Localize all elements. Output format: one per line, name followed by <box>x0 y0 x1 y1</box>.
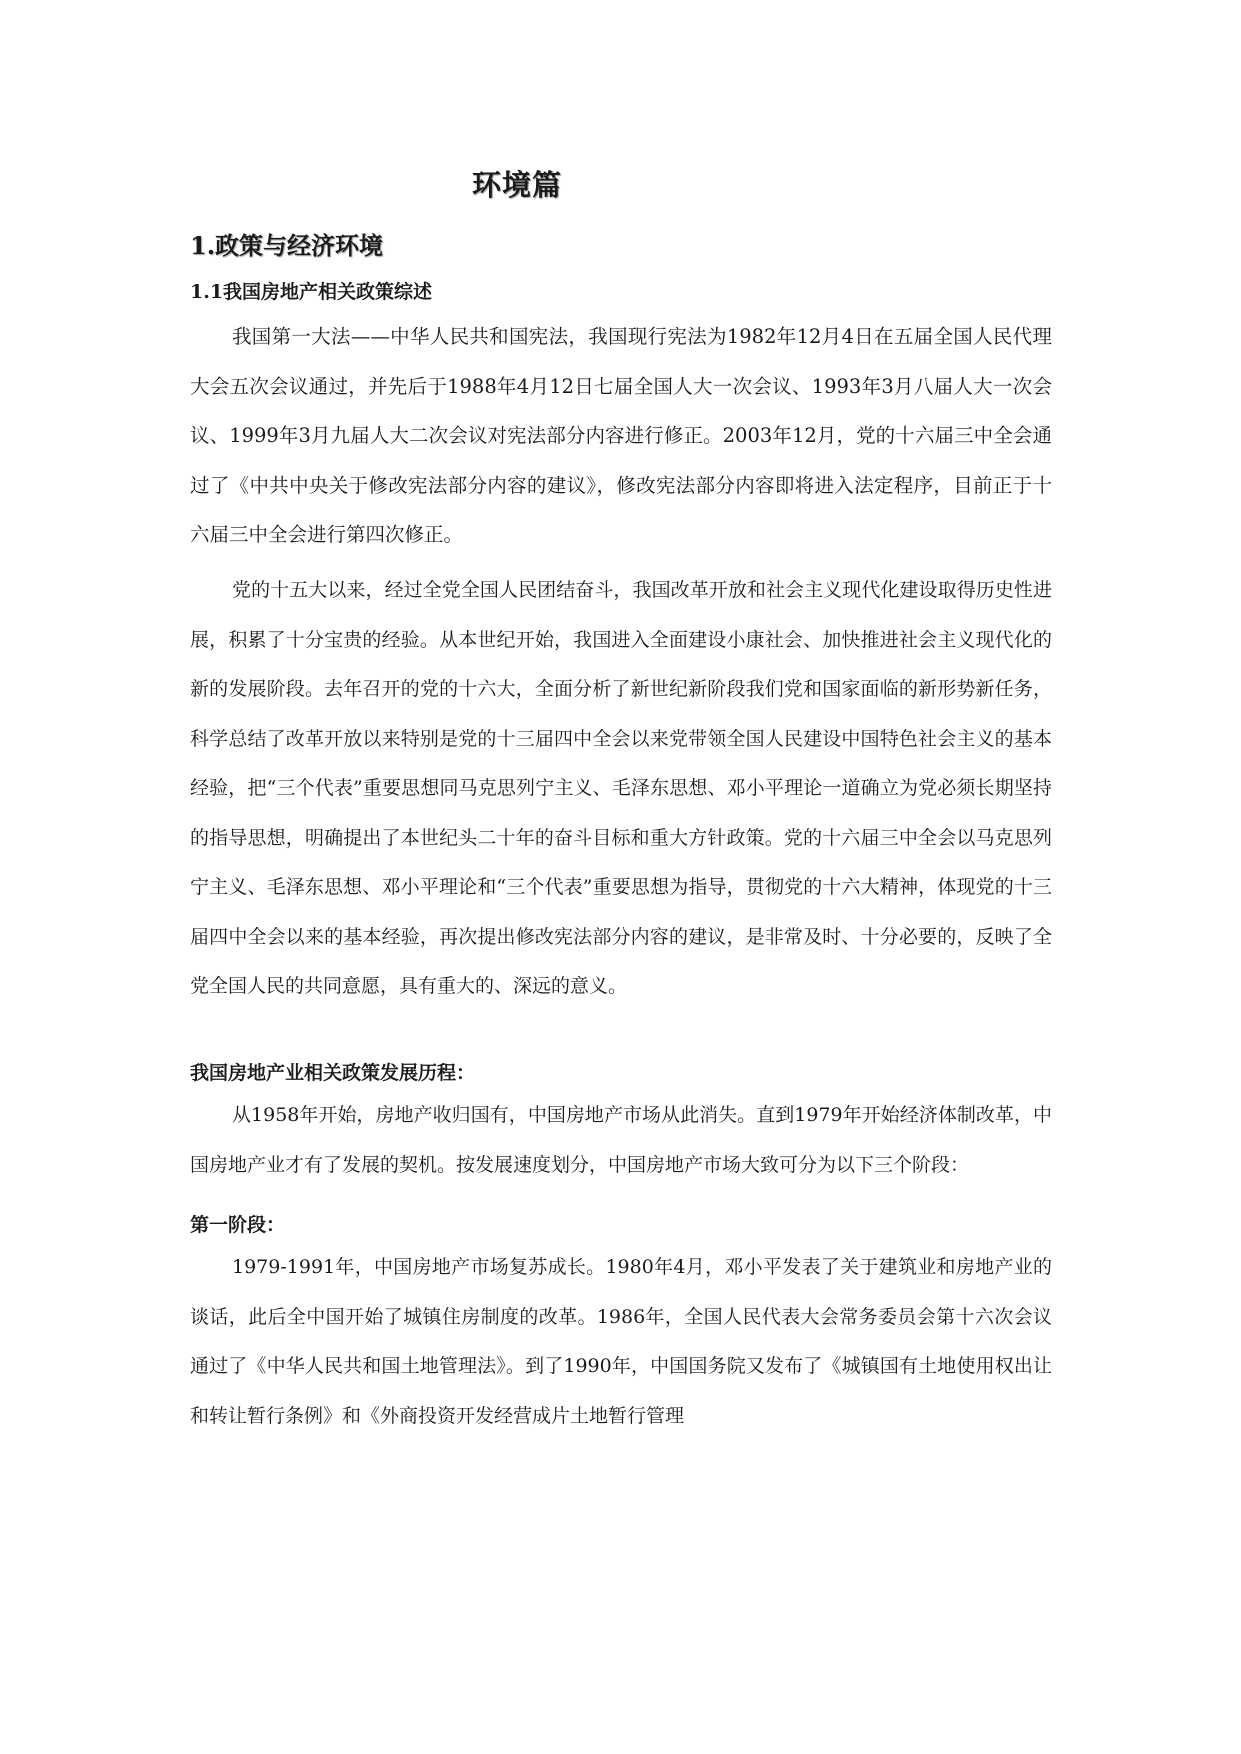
document-title: 环境篇 <box>472 168 563 202</box>
paragraph-stage-one: 1979-1991年，中国房地产市场复苏成长。1980年4月，邓小平发表了关于建筑业和房地产业的谈话，此后全中国开始了城镇住房制度的改革。1986年，全国人民代表大会常务委员会第十六次会议通过了《中华人民共和国土地管理法》。到了1990年，中国国务院又发布了《城镇国有土地使用权出让和转让暂行条例》和《外商投资开发经营成片土地暂行管理 <box>190 1256 1052 1427</box>
subsection-heading: 1.1我国房地产相关政策综述 <box>190 281 433 303</box>
paragraph-constitution: 我国第一大法——中华人民共和国宪法，我国现行宪法为1982年12月4日在五届全国人民代理大会五次会议通过，并先后于1988年4月12日七届全国人大一次会议、1993年3月八届人大一次会议、1999年3月九届人大二次会议对宪法部分内容进行修正。2003年12月，党的十六届三中全会通过了《中共中央关于修改宪法部分内容的建议》，修改宪法部分内容即将进入法定程序，目前正于十六届三中全会进行第四次修正。 <box>190 325 1052 546</box>
paragraph-party-congress: 党的十五大以来，经过全党全国人民团结奋斗，我国改革开放和社会主义现代化建设取得历史性进展，积累了十分宝贵的经验。从本世纪开始，我国进入全面建设小康社会、加快推进社会主义现代化的新的发展阶段。去年召开的党的十六大，全面分析了新世纪新阶段我们党和国家面临的新形势新任务，科学总结了改革开放以来特别是党的十三届四中全会以来党带领全国人民建设中国特色社会主义的基本经验，把“三个代表”重要思想同马克思列宁主义、毛泽东思想、邓小平理论一道确立为党必须长期坚持的指导思想，明确提出了本世纪头二十年的奋斗目标和重大方针政策。党的十六届三中全会以马克思列宁主义、毛泽东思想、邓小平理论和“三个代表”重要思想为指导，贯彻党的十六大精神，体现党的十三届四中全会以来的基本经验，再次提出修改宪法部分内容的建议，是非常及时、十分必要的，反映了全党全国人民的共同意愿，具有重大的、深远的意义。 <box>190 579 1052 997</box>
paragraph-history-intro: 从1958年开始，房地产收归国有，中国房地产市场从此消失。直到1979年开始经济体制改革，中国房地产业才有了发展的契机。按发展速度划分，中国房地产市场大致可分为以下三个阶段： <box>190 1104 1052 1176</box>
section-heading: 1.政策与经济环境 <box>190 231 384 260</box>
stage-one-heading: 第一阶段： <box>190 1214 286 1236</box>
history-heading: 我国房地产业相关政策发展历程： <box>190 1062 476 1084</box>
